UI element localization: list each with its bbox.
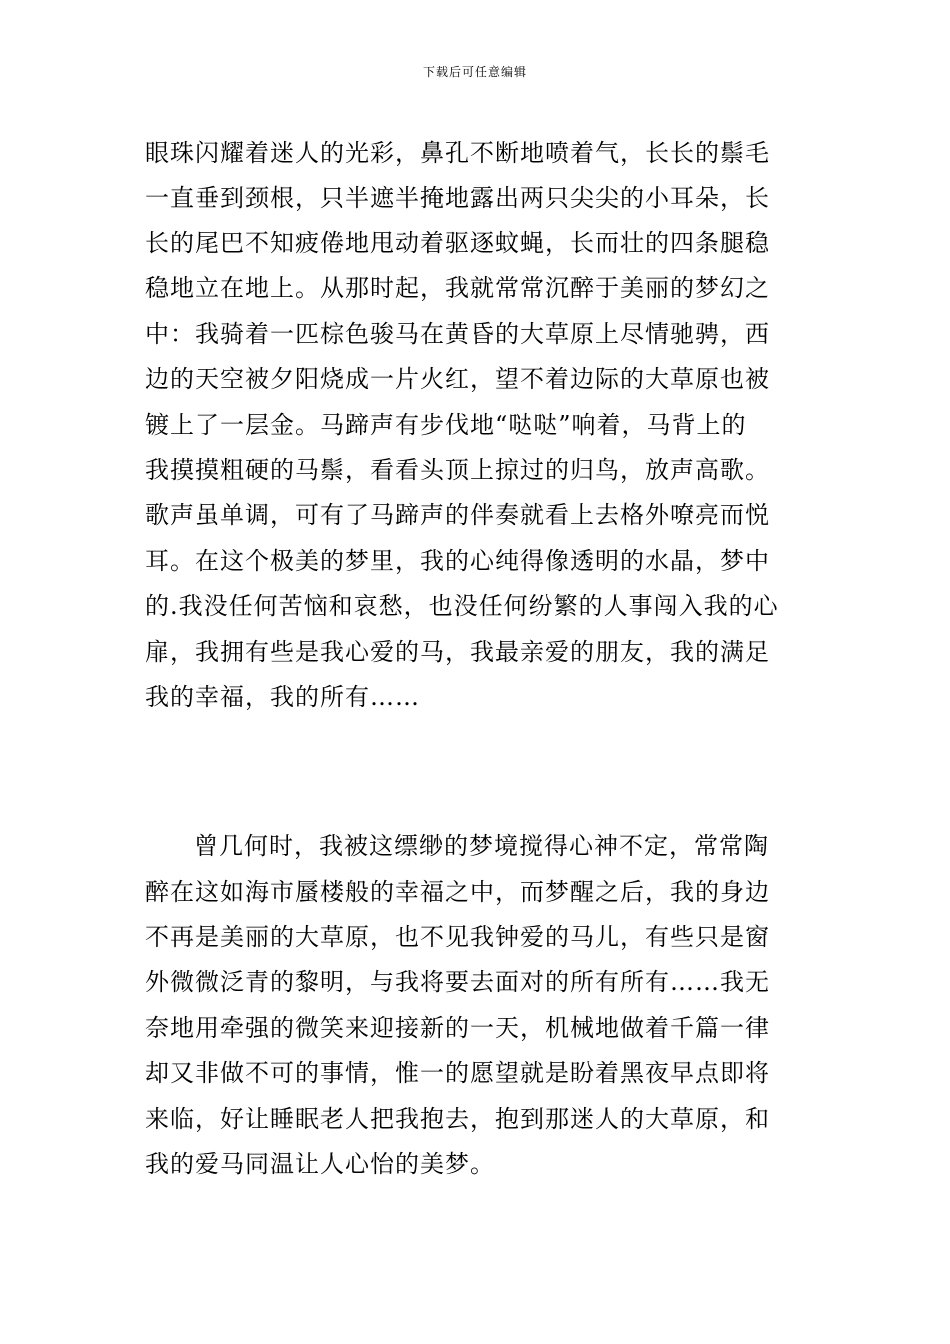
page-header: 下载后可任意编辑 — [422, 65, 527, 79]
text-line: 耳。在这个极美的梦里，我的心纯得像透明的水晶，梦中 — [145, 547, 770, 575]
text-line: 长的尾巴不知疲倦地甩动着驱逐蚊蝇，长而壮的四条腿稳 — [145, 229, 770, 257]
text-line: 我的爱马同温让人心怡的美梦。 — [145, 1150, 495, 1178]
text-line: 外微微泛青的黎明，与我将要去面对的所有所有……我无 — [145, 968, 770, 996]
text-line: 我摸摸粗硬的马鬃，看看头顶上掠过的归鸟，放声高歌。 — [145, 456, 770, 484]
text-line: 醉在这如海市蜃楼般的幸福之中，而梦醒之后，我的身边 — [145, 878, 770, 906]
text-line: 奈地用牵强的微笑来迎接新的一天，机械地做着千篇一律 — [145, 1014, 770, 1042]
text-line: 来临，好让睡眠老人把我抱去，抱到那迷人的大草原，和 — [145, 1105, 770, 1133]
text-line: 我的幸福，我的所有…… — [145, 683, 420, 711]
text-line: 稳地立在地上。从那时起，我就常常沉醉于美丽的梦幻之 — [145, 274, 770, 302]
text-line: 眼珠闪耀着迷人的光彩，鼻孔不断地喷着气，长长的鬃毛 — [145, 139, 770, 167]
text-line: 曾几何时，我被这缥缈的梦境搅得心神不定，常常陶 — [194, 832, 769, 860]
text-line: 边的天空被夕阳烧成一片火红，望不着边际的大草原也被 — [145, 365, 770, 393]
text-line: 一直垂到颈根，只半遮半掩地露出两只尖尖的小耳朵，长 — [145, 184, 770, 212]
text-line: 镀上了一层金。马蹄声有步伐地“哒哒”响着，马背上的 — [145, 411, 747, 439]
text-line: 中：我骑着一匹棕色骏马在黄昏的大草原上尽情驰骋，西 — [145, 320, 770, 348]
text-line: 不再是美丽的大草原，也不见我钟爱的马儿，有些只是窗 — [145, 923, 770, 951]
text-line: 却又非做不可的事情，惟一的愿望就是盼着黑夜早点即将 — [145, 1059, 770, 1087]
text-line: 歌声虽单调，可有了马蹄声的伴奏就看上去格外嘹亮而悦 — [145, 501, 770, 529]
text-line: 的.我没任何苦恼和哀愁，也没任何纷繁的人事闯入我的心 — [145, 592, 779, 620]
text-line: 扉，我拥有些是我心爱的马，我最亲爱的朋友，我的满足 — [145, 638, 770, 666]
